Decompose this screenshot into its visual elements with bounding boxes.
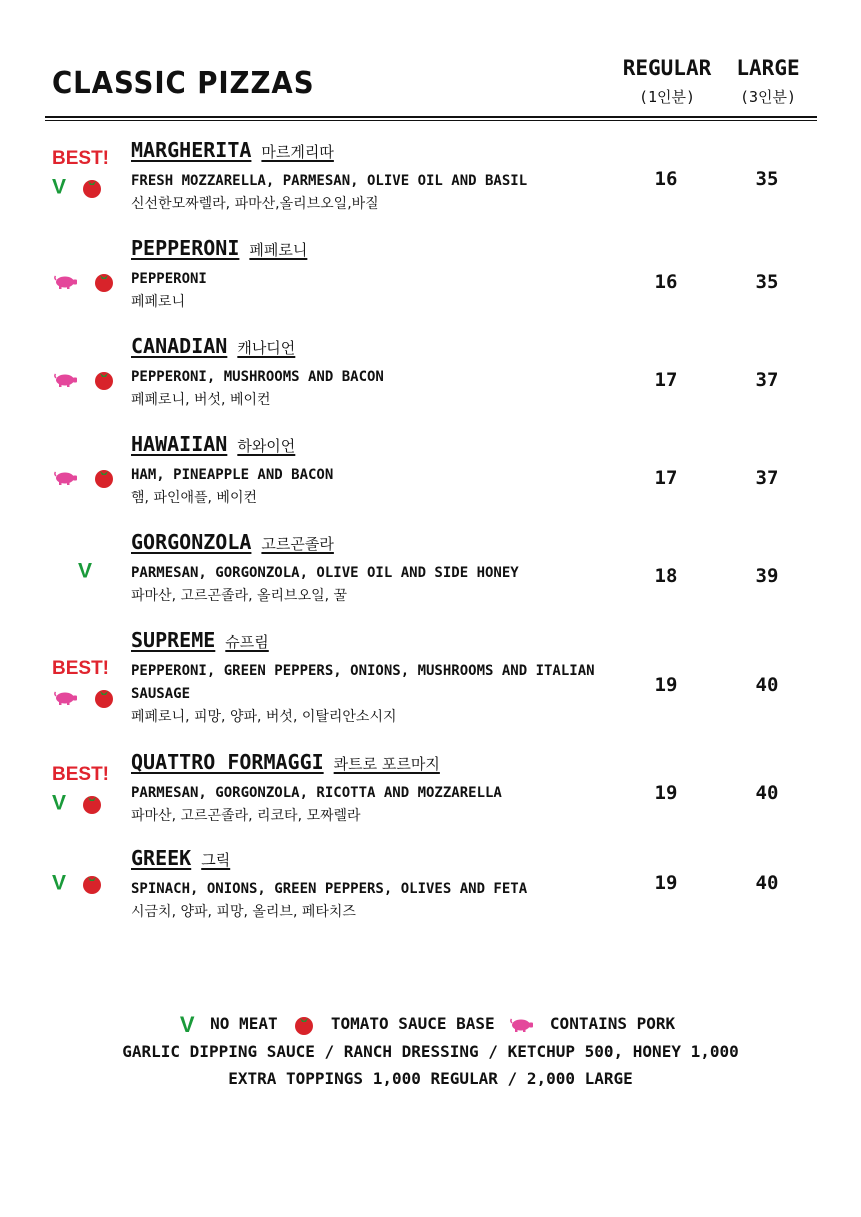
large-price: 35 <box>755 271 779 293</box>
large-column-header <box>718 56 818 107</box>
legend-no-meat: NO MEAT <box>210 1014 278 1033</box>
no-meat-icon: V <box>179 1012 195 1037</box>
pork-icon <box>54 470 78 486</box>
item-name-ko: 고르곤졸라 <box>261 535 334 553</box>
item-body <box>131 530 611 607</box>
item-description-ko: 시금치, 양파, 피망, 올리브, 페타치즈 <box>131 904 356 920</box>
menu-footer <box>0 1010 861 1092</box>
item-name-ko: 콰트로 포르마지 <box>333 755 440 773</box>
item-name-ko: 하와이언 <box>237 437 296 455</box>
tomato-icon <box>93 688 115 708</box>
tomato-icon <box>93 272 115 292</box>
item-name: SUPREME 슈프림 <box>131 628 269 652</box>
tomato-icon <box>93 370 115 390</box>
pork-icon <box>510 1017 534 1033</box>
pork-icon <box>54 372 78 388</box>
item-name: QUATTRO FORMAGGI 콰트로 포르마지 <box>131 750 440 774</box>
large-price: 35 <box>755 168 779 190</box>
no-meat-icon: V <box>52 175 67 199</box>
sauces-line: GARLIC DIPPING SAUCE / RANCH DRESSING / KETCHUP 500, HONEY 1,000 <box>122 1042 739 1061</box>
large-price: 39 <box>755 565 779 587</box>
item-name: MARGHERITA 마르게리따 <box>131 138 334 162</box>
item-name-ko: 마르게리따 <box>261 143 334 161</box>
item-name: HAWAIIAN 하와이언 <box>131 432 296 456</box>
item-description-ko: 파마산, 고르곤졸라, 올리브오일, 꿀 <box>131 588 348 604</box>
item-name: PEPPERONI 페페로니 <box>131 236 308 260</box>
legend-tomato: TOMATO SAUCE BASE <box>330 1014 495 1033</box>
item-description-ko: 파마산, 고르곤졸라, 리코타, 모짜렐라 <box>131 808 361 824</box>
item-description-ko: 페페로니, 버섯, 베이컨 <box>131 392 271 408</box>
header-divider-thin <box>45 120 817 121</box>
tomato-icon <box>81 874 103 894</box>
item-body <box>131 628 611 728</box>
item-name: GREEK 그릭 <box>131 846 231 870</box>
item-name-ko: 페페로니 <box>249 241 308 259</box>
toppings-line: EXTRA TOPPINGS 1,000 REGULAR / 2,000 LARGE <box>228 1069 633 1088</box>
best-badge: BEST! <box>52 764 109 785</box>
item-name: GORGONZOLA 고르곤졸라 <box>131 530 334 554</box>
page-title: CLASSIC PIZZAS <box>52 66 315 101</box>
item-description-ko: 페페로니 <box>131 294 186 310</box>
item-badges <box>52 764 132 815</box>
item-body <box>131 236 611 313</box>
regular-price: 19 <box>654 782 678 804</box>
regular-price: 19 <box>654 674 678 696</box>
item-badges <box>54 368 134 390</box>
pork-icon <box>54 690 78 706</box>
item-badges <box>52 872 132 895</box>
tomato-icon <box>81 178 103 198</box>
item-name-ko: 캐나디언 <box>237 339 296 357</box>
regular-price: 17 <box>654 369 678 391</box>
regular-price: 19 <box>654 872 678 894</box>
no-meat-icon: V <box>78 559 93 583</box>
item-description: PARMESAN, GORGONZOLA, RICOTTA AND MOZZARELLA <box>131 785 502 801</box>
item-description: HAM, PINEAPPLE AND BACON <box>131 467 334 483</box>
item-name-ko: 그릭 <box>201 851 231 869</box>
regular-column-header <box>612 56 722 107</box>
item-body <box>131 334 611 411</box>
best-badge: BEST! <box>52 148 109 169</box>
tomato-icon <box>81 794 103 814</box>
item-badges <box>52 148 132 199</box>
item-body <box>131 138 611 215</box>
regular-label: REGULAR <box>622 56 712 80</box>
best-badge: BEST! <box>52 658 109 679</box>
header-divider <box>45 116 817 118</box>
item-body <box>131 750 611 827</box>
no-meat-icon: V <box>52 791 67 815</box>
regular-price: 16 <box>654 168 678 190</box>
large-price: 37 <box>755 369 779 391</box>
item-description: SPINACH, ONIONS, GREEN PEPPERS, OLIVES AND FETA <box>131 881 528 897</box>
item-badges <box>54 270 134 292</box>
item-badges <box>52 658 132 708</box>
large-price: 40 <box>755 674 779 696</box>
legend-line <box>0 1010 861 1038</box>
item-description: PEPPERONI, GREEN PEPPERS, ONIONS, MUSHROOMS AND ITALIAN SAUSAGE <box>131 663 595 702</box>
item-badges <box>54 466 134 488</box>
large-serving: (3인분) <box>739 88 797 106</box>
item-description-ko: 신선한모짜렐라, 파마산,올리브오일,바질 <box>131 196 379 212</box>
item-body <box>131 846 611 923</box>
large-price: 37 <box>755 467 779 489</box>
no-meat-icon: V <box>52 871 67 895</box>
tomato-icon <box>293 1015 315 1035</box>
item-description: PARMESAN, GORGONZOLA, OLIVE OIL AND SIDE HONEY <box>131 565 519 581</box>
item-description-ko: 페페로니, 피망, 양파, 버섯, 이탈리안소시지 <box>131 709 397 725</box>
regular-price: 18 <box>654 565 678 587</box>
large-price: 40 <box>755 872 779 894</box>
large-price: 40 <box>755 782 779 804</box>
regular-price: 17 <box>654 467 678 489</box>
item-description: PEPPERONI <box>131 271 207 287</box>
legend-pork: CONTAINS PORK <box>549 1014 676 1033</box>
item-description: PEPPERONI, MUSHROOMS AND BACON <box>131 369 384 385</box>
regular-price: 16 <box>654 271 678 293</box>
item-description-ko: 햄, 파인애플, 베이컨 <box>131 490 257 506</box>
item-name: CANADIAN 캐나디언 <box>131 334 296 358</box>
large-label: LARGE <box>736 56 800 80</box>
item-description: FRESH MOZZARELLA, PARMESAN, OLIVE OIL AND BASIL <box>131 173 528 189</box>
regular-serving: (1인분) <box>638 88 696 106</box>
pork-icon <box>54 274 78 290</box>
item-body <box>131 432 611 509</box>
item-name-ko: 슈프림 <box>225 633 269 651</box>
tomato-icon <box>93 468 115 488</box>
